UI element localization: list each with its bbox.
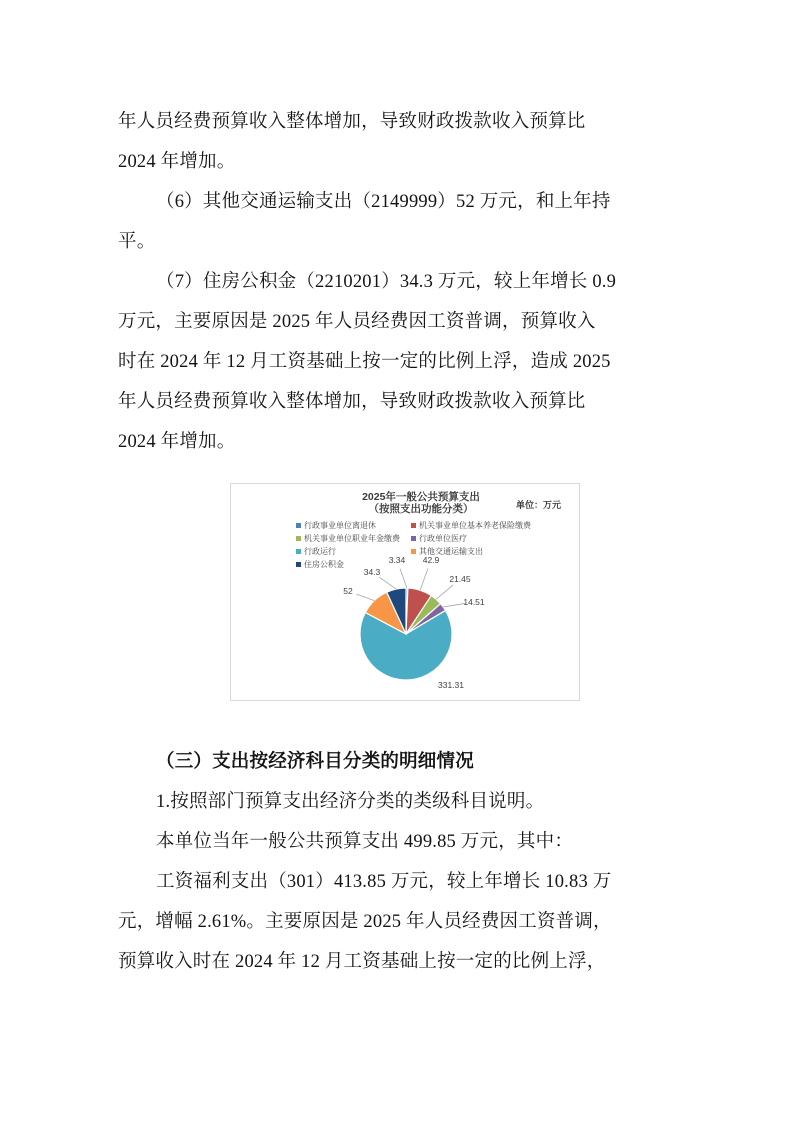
legend-label: 行政事业单位离退休: [304, 521, 376, 530]
legend-label: 机关事业单位基本养老保险缴费: [419, 521, 531, 530]
label-leader-line: [436, 585, 453, 599]
chart-title: 2025年一般公共预算支出: [362, 491, 480, 503]
text-line: 年人员经费预算收入整体增加，导致财政拨款收入预算比: [118, 112, 586, 132]
pie-data-label: 331.31: [438, 680, 464, 690]
pie-data-label: 42.9: [422, 555, 440, 565]
text-line: 年人员经费预算收入整体增加，导致财政拨款收入预算比: [118, 392, 586, 412]
label-leader-line: [420, 568, 428, 590]
label-leader-line: [443, 603, 465, 607]
chart-unit-label: 单位：万元: [515, 500, 561, 510]
body-text-top: [118, 102, 683, 462]
text-line: 2024 年增加。: [118, 152, 236, 172]
text-line: 平。: [118, 232, 156, 252]
legend-label: 行政单位医疗: [419, 534, 467, 543]
text-line: 2024 年增加。: [118, 432, 236, 452]
budget-pie-chart-figure: [230, 483, 580, 701]
pie-data-label: 14.51: [463, 597, 485, 607]
text-line: 时在 2024 年 12 月工资基础上按一定的比例上浮，造成 2025: [118, 352, 611, 372]
legend-label: 行政运行: [304, 547, 336, 556]
pie-chart-svg: [231, 484, 579, 700]
legend-label: 住房公积金: [304, 560, 344, 569]
pie-data-label: 21.45: [449, 574, 471, 584]
body-text-bottom: [118, 742, 683, 982]
text-line: 1.按照部门预算支出经济分类的类级科目说明。: [156, 792, 545, 812]
label-leader-line: [400, 568, 407, 588]
text-line: 元，增幅 2.61%。主要原因是 2025 年人员经费因工资普调，: [118, 912, 612, 932]
pie-data-label: 3.34: [388, 555, 406, 565]
legend-label: 机关事业单位职业年金缴费: [304, 534, 400, 543]
label-leader-line: [379, 577, 396, 589]
pie-data-label: 34.3: [363, 567, 381, 577]
chart-subtitle: （按照支出功能分类）: [368, 503, 474, 515]
text-line: （6）其他交通运输支出（2149999）52 万元，和上年持: [156, 192, 611, 212]
text-line: 本单位当年一般公共预算支出 499.85 万元，其中：: [156, 832, 574, 852]
legend-label: 其他交通运输支出: [419, 547, 483, 556]
text-line: 工资福利支出（301）413.85 万元，较上年增长 10.83 万: [156, 872, 612, 892]
text-line: 预算收入时在 2024 年 12 月工资基础上按一定的比例上浮，: [118, 952, 606, 972]
text-line: （7）住房公积金（2210201）34.3 万元，较上年增长 0.9: [156, 272, 617, 292]
label-leader-line: [356, 594, 374, 601]
text-line: 万元，主要原因是 2025 年人员经费因工资普调，预算收入: [118, 312, 596, 332]
text-line: （三）支出按经济科目分类的明细情况: [156, 752, 474, 772]
pie-data-label: 52: [343, 586, 353, 596]
